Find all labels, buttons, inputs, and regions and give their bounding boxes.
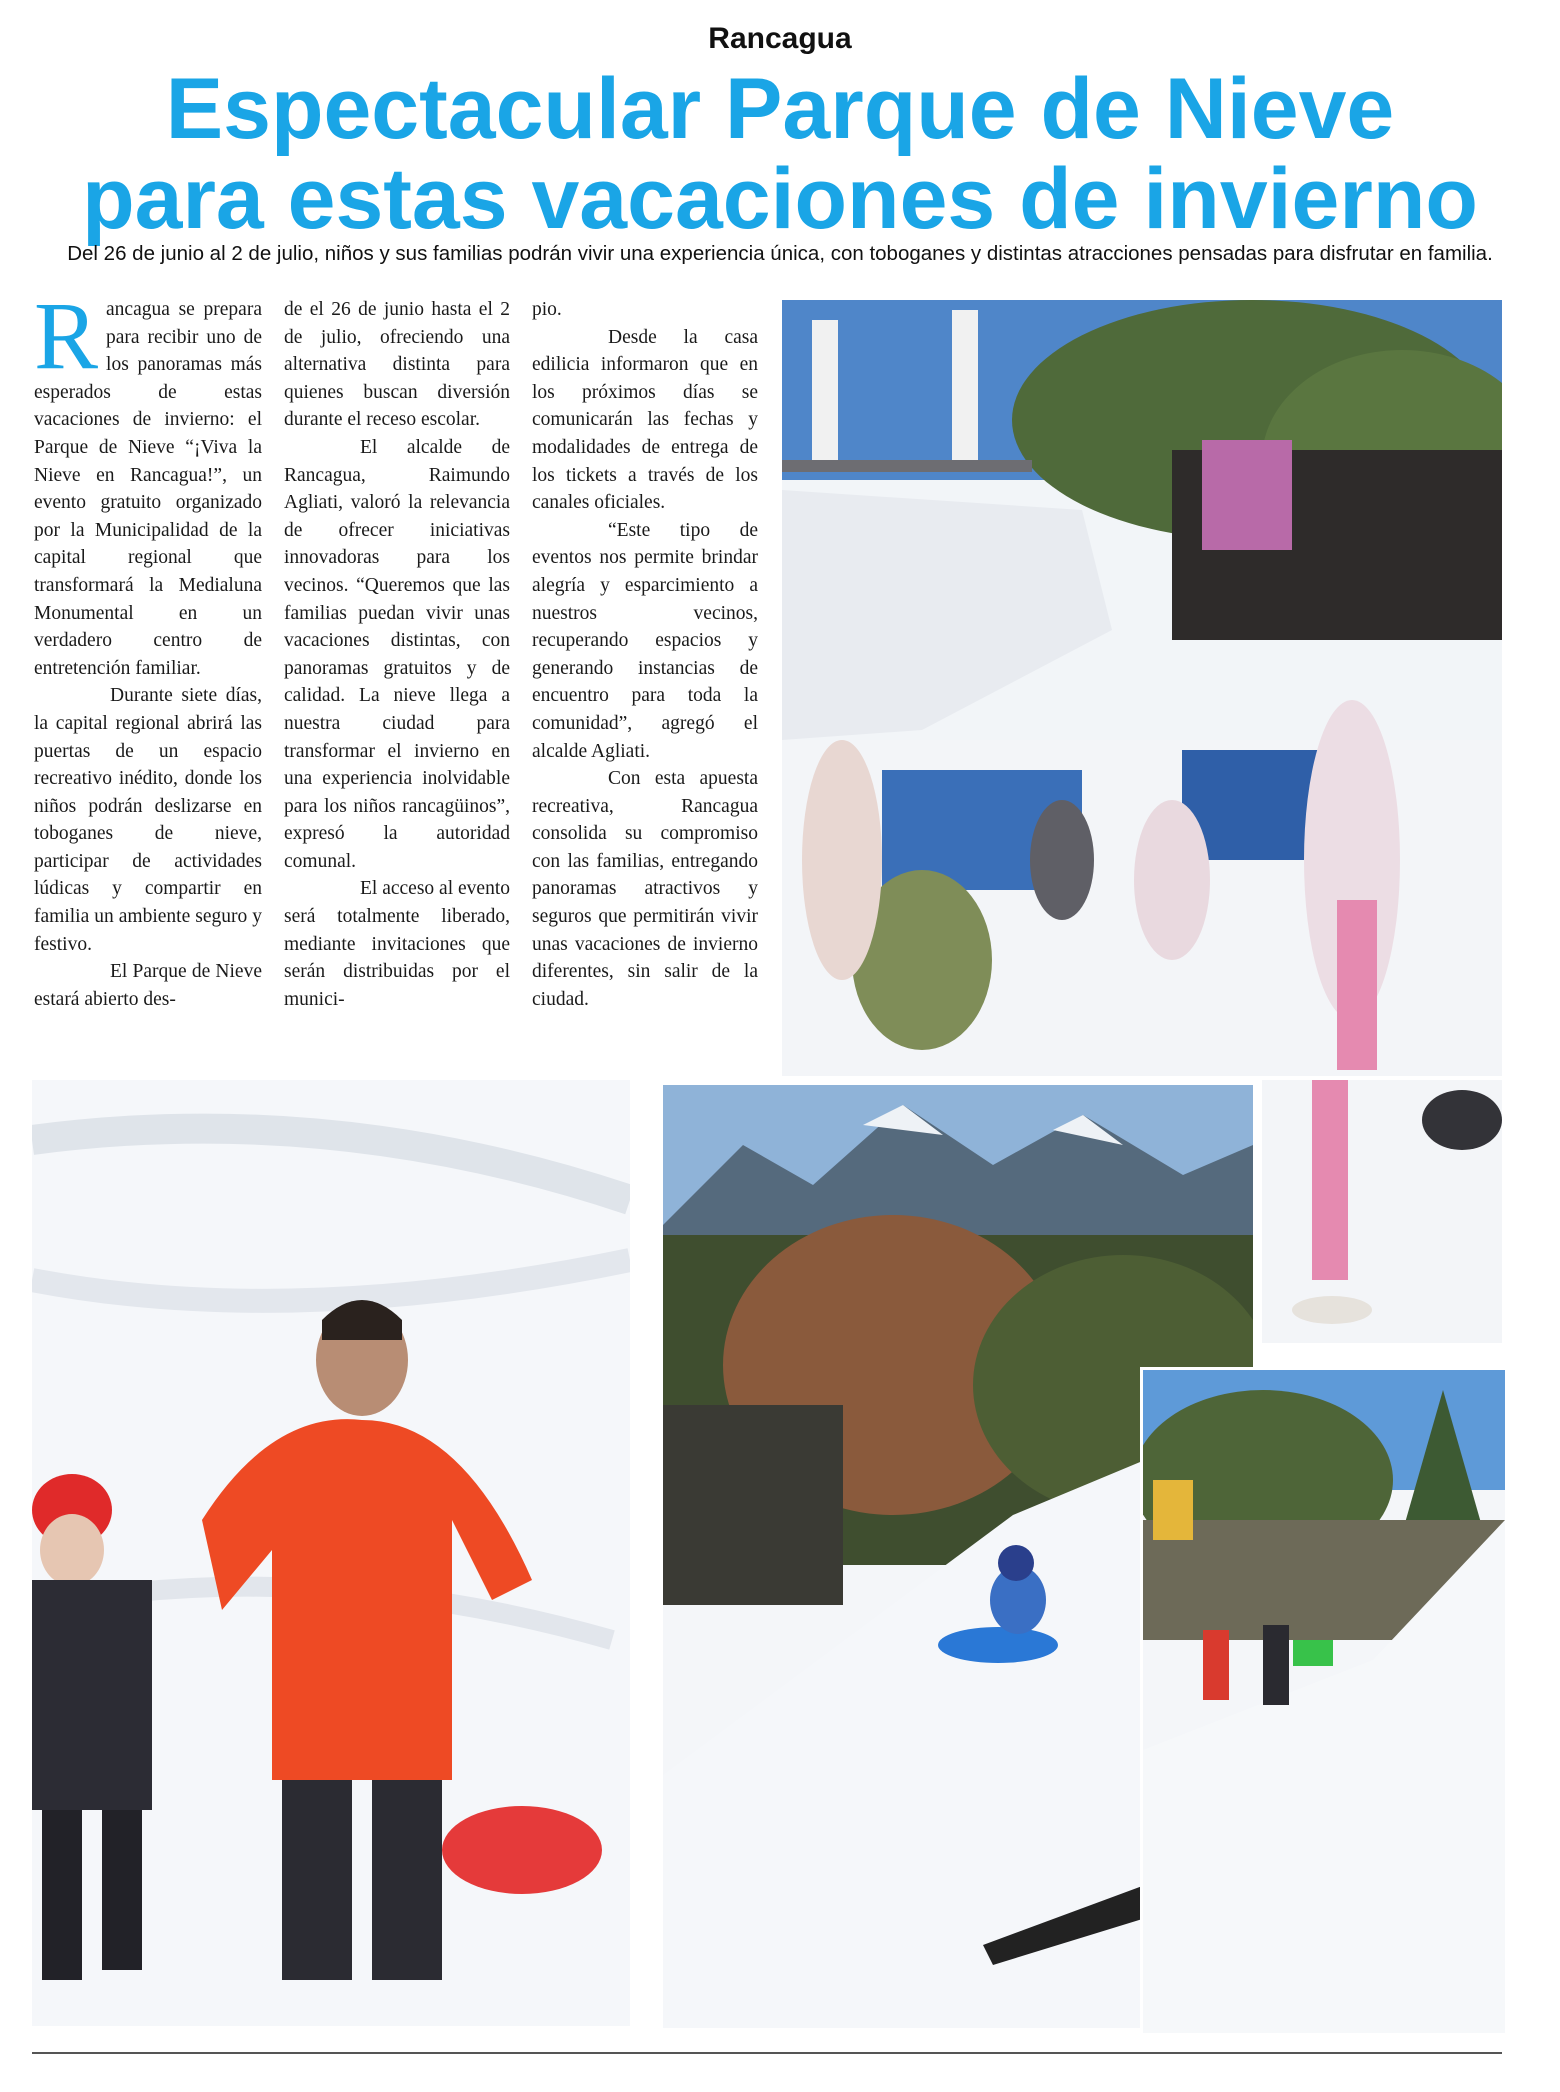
deck-subtitle: Del 26 de junio al 2 de julio, niños y sus familias podrán vivir una experiencia única, con toboganes y distintas atracciones pensadas para disfrutar en familia. — [67, 242, 1493, 265]
article-column-2 — [284, 296, 510, 1013]
article-column-1 — [34, 282, 262, 1013]
paragraph: ancagua se prepara para recibir uno de los panoramas más esperados de estas vacaciones de invierno: el Parque de Nieve “¡Viva la Nieve en Rancagua!”, un evento gratuito organizado por la Municipalidad de la capital regional que transformará la Medialuna Monumental en un verdadero centro de entretención familiar. — [34, 299, 262, 679]
headline-line-1: Espectacular Parque de Nieve — [165, 61, 1395, 157]
paragraph: Desde la casa edilicia informaron que en los próximos días se comunicarán las fechas y modalidades de entrega de los tickets a través de los canales oficiales. — [532, 326, 758, 514]
photo-man-with-child-and-sled — [32, 1080, 630, 2026]
paragraph: pio. — [532, 299, 562, 320]
bottom-rule — [32, 2052, 1502, 2054]
drop-cap: R — [34, 282, 99, 389]
headline — [0, 61, 1560, 247]
photo-girl-in-snow — [1262, 1080, 1502, 1343]
paragraph: Durante siete días, la capital regional abrirá las puertas de un espacio recreativo inédito, donde los niños podrán deslizarse en toboganes de nieve, participar de actividades lúdicas y compartir en familia un ambiente seguro y festivo. — [34, 685, 262, 955]
paragraph: Con esta apuesta recreativa, Rancagua consolida su compromiso con las familias, entregando panoramas atractivos y seguros que permitirán vivir unas vacaciones de invierno diferentes, sin salir de la ciudad. — [532, 768, 758, 1010]
paragraph: de el 26 de junio hasta el 2 de julio, ofreciendo una alternativa distinta para quienes buscan diversión durante el receso escolar. — [284, 299, 510, 431]
paragraph: “Este tipo de eventos nos permite brindar alegría y esparcimiento a nuestros vecinos, recuperando espacios y generando instancias de encuentro para toda la comunidad”, agregó el alcalde Agliati. — [532, 519, 758, 762]
photo-children-playing-in-snow — [782, 300, 1502, 1076]
section-label: Rancagua — [708, 22, 852, 55]
headline-line-2: para estas vacaciones de invierno — [82, 151, 1478, 247]
photo-people-climbing-slope — [1140, 1367, 1505, 2033]
paragraph: El acceso al evento será totalmente liberado, mediante invitaciones que serán distribuidas por el munici- — [284, 878, 510, 1010]
paragraph: El alcalde de Rancagua, Raimundo Agliati, valoró la relevancia de ofrecer iniciativas innovadoras para los vecinos. “Queremos que las familias puedan vivir unas vacaciones distintas, con panoramas gratuitos y de calidad. La nieve llega a nuestra ciudad para transformar el invierno en una experiencia inolvidable para los niños rancagüinos”, expresó la autoridad comunal. — [284, 436, 510, 872]
article-column-3 — [532, 296, 758, 1013]
paragraph: El Parque de Nieve estará abierto des- — [34, 961, 262, 1010]
